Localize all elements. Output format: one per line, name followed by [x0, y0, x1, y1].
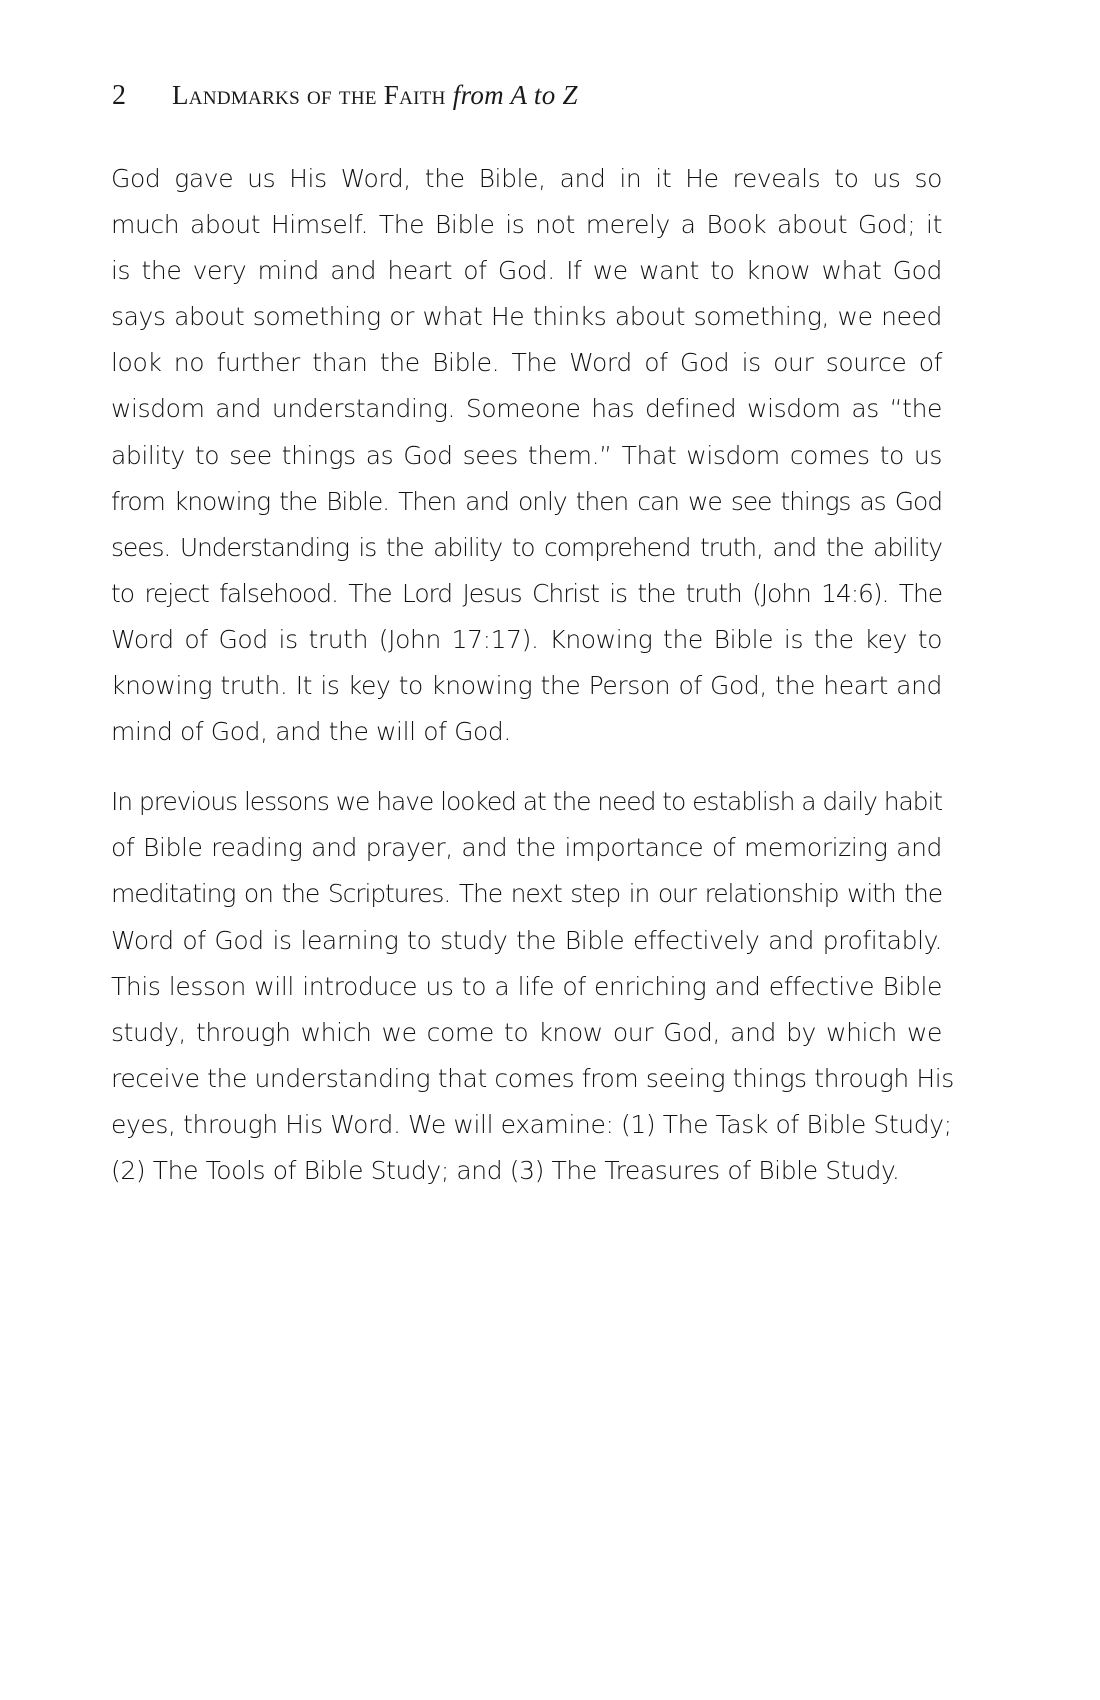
text-line: In previous lessons we have looked at the need to establish a daily habit: [111, 787, 942, 817]
running-title-italic: from A to Z: [452, 80, 578, 110]
text-line: This lesson will introduce us to a life of enriching and effective Bible: [111, 971, 942, 1001]
text-line: (2) The Tools of Bible Study; and (3) The Treasures of Bible Study.: [111, 1155, 900, 1185]
text-line: Word of God is learning to study the Bible effectively and profitably.: [111, 925, 942, 955]
running-title-main: Landmarks of the Faith: [172, 80, 446, 110]
text-line: mind of God, and the will of God.: [111, 717, 511, 747]
text-line: God gave us His Word, the Bible, and in it He reveals to us so: [111, 164, 942, 193]
text-line: eyes, through His Word. We will examine: (1) The Task of Bible Study;: [111, 1109, 952, 1139]
text-line: from knowing the Bible. Then and only then can we see things as God: [111, 486, 942, 516]
text-line: wisdom and understanding. Someone has defined wisdom as “the: [111, 394, 942, 424]
text-line: to reject falsehood. The Lord Jesus Christ is the truth (John 14:6). The: [111, 578, 942, 608]
paragraph-2: [111, 779, 954, 1194]
running-header: [112, 80, 578, 120]
text-line: of Bible reading and prayer, and the importance of memorizing and: [111, 833, 942, 863]
text-line: sees. Understanding is the ability to comprehend truth, and the ability: [111, 532, 942, 562]
text-line: much about Himself. The Bible is not merely a Book about God; it: [111, 210, 942, 240]
text-line: Word of God is truth (John 17:17). Knowing the Bible is the key to: [111, 624, 942, 654]
text-line: is the very mind and heart of God. If we want to know what God: [111, 256, 942, 286]
paragraph-1: [111, 156, 942, 755]
text-line: says about something or what He thinks about something, we need: [111, 302, 942, 332]
body-text: [111, 156, 954, 1218]
text-line: ability to see things as God sees them.” That wisdom comes to us: [111, 440, 942, 470]
text-line: meditating on the Scriptures. The next step in our relationship with the: [111, 879, 942, 909]
text-line: knowing truth. It is key to knowing the Person of God, the heart and: [111, 671, 942, 701]
page-number: 2: [112, 80, 126, 111]
text-line: look no further than the Bible. The Word of God is our source of: [111, 348, 942, 378]
text-line: study, through which we come to know our God, and by which we: [111, 1017, 942, 1047]
running-title: [172, 80, 578, 111]
text-line: receive the understanding that comes from seeing things through His: [111, 1063, 954, 1093]
